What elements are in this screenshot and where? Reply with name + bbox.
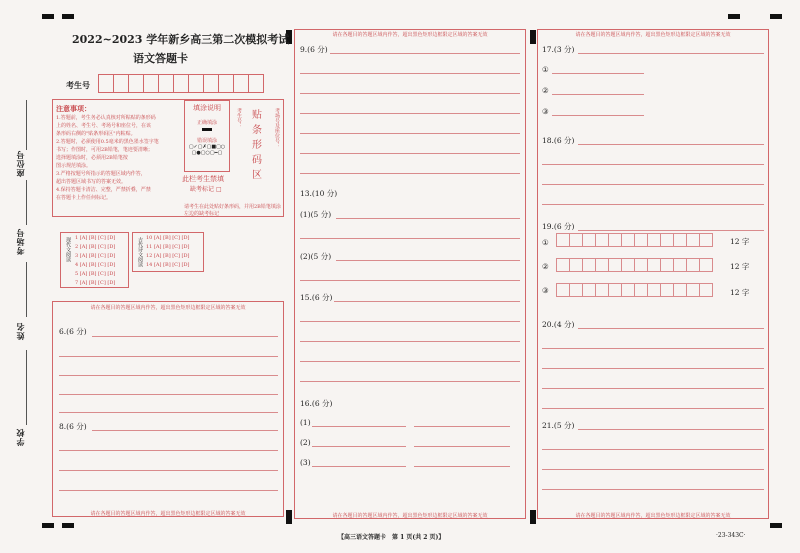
answer-line[interactable]	[336, 218, 520, 219]
note-line: 3.严格按题号所指示的答题区域内作答，	[56, 171, 146, 177]
exam-no-label: 考生号	[66, 80, 90, 90]
answer-line[interactable]	[300, 133, 520, 134]
absent-mark-box[interactable]: □	[215, 186, 222, 193]
barcode-right-note: 考场号及座位号：	[274, 108, 280, 148]
seat-no-label: 座位号	[15, 150, 25, 177]
q21-label: 21.(5 分)	[542, 421, 575, 430]
note-line: 上的姓名、考生号、考场号和座位号，在该	[56, 123, 152, 129]
q8-label: 8.(6 分)	[59, 422, 87, 431]
answer-line[interactable]	[300, 341, 520, 342]
exam-title: 2022~2023 学年新乡高三第二次模拟考试	[72, 33, 290, 46]
absent-mark-label: 缺考标记	[190, 186, 215, 193]
barcode-area	[234, 100, 282, 200]
barcode-footer: 请考生在此处贴好条形码，并用2B铅笔填涂左边的缺考标记	[184, 204, 281, 217]
school-line	[26, 350, 27, 425]
answer-line[interactable]	[300, 280, 520, 281]
note-line: 书写；作图时，可用2B铅笔，笔迹要清晰；	[56, 147, 153, 153]
answer-line[interactable]	[542, 164, 764, 165]
registration-mark	[530, 30, 536, 44]
notice-bottom: 请在各题目的答题区域内作答，超出黑色矩形边框限定区域的答案无效	[90, 511, 246, 517]
room-no-line	[26, 180, 27, 225]
answer-row[interactable]: 4 [A] [B] [C] [D]	[75, 262, 116, 268]
answer-row[interactable]: 11 [A] [B] [C] [D]	[146, 244, 190, 250]
note-line: 超出答题区域书写的答案无效。	[56, 179, 127, 185]
q13-label: 13.(10 分)	[300, 189, 338, 198]
answer-line[interactable]	[542, 368, 764, 369]
answer-line[interactable]	[300, 321, 520, 322]
registration-mark	[286, 510, 292, 524]
note-line: 4.保持答题卡清洁、完整，严禁折叠，严禁	[56, 187, 151, 193]
answer-line[interactable]	[312, 466, 406, 467]
q16-sub-2: (2)	[300, 438, 311, 447]
objective-left-label: 现代文阅读	[65, 237, 71, 262]
answer-line[interactable]	[334, 301, 520, 302]
registration-mark	[42, 14, 54, 19]
answer-line[interactable]	[542, 348, 764, 349]
answer-row[interactable]: 5 [A] [B] [C] [D]	[75, 271, 116, 277]
registration-mark	[770, 14, 782, 19]
answer-line[interactable]	[312, 426, 406, 427]
notice-top: 请在各题目的答题区域内作答，超出黑色矩形边框限定区域的答案无效	[332, 32, 488, 38]
objective-right-label: 古代诗文阅读	[137, 237, 143, 267]
registration-mark	[62, 523, 74, 528]
note-line: 条形码右侧的"贴条形码区"内粘贴。	[56, 131, 136, 137]
objective-block-left	[60, 232, 129, 288]
answer-line[interactable]	[542, 489, 764, 490]
answer-line[interactable]	[59, 470, 278, 471]
q17-sub-2: ②	[542, 86, 549, 95]
answer-line[interactable]	[300, 113, 520, 114]
answer-line[interactable]	[414, 446, 510, 447]
q19-suffix: 12 字	[730, 288, 750, 297]
fill-guide-box	[184, 100, 230, 172]
answer-line[interactable]	[542, 408, 764, 409]
answer-line[interactable]	[542, 184, 764, 185]
answer-line[interactable]	[414, 426, 510, 427]
answer-line[interactable]	[300, 73, 520, 74]
wrong-fill-label: 错误填涂	[196, 138, 217, 144]
note-line: 图示规范填涂。	[56, 163, 92, 169]
answer-line[interactable]	[578, 230, 764, 231]
answer-line[interactable]	[330, 53, 520, 54]
q19-sub-2: ②	[542, 262, 549, 271]
answer-line[interactable]	[542, 204, 764, 205]
answer-line[interactable]	[578, 53, 764, 54]
q18-label: 18.(6 分)	[542, 136, 575, 145]
answer-box-col3	[537, 29, 769, 519]
registration-mark	[728, 14, 740, 19]
wrong-fill-samples-2: ▢●▢○▢━▢	[191, 150, 223, 156]
char-grid[interactable]	[556, 283, 712, 297]
barcode-title: 贴条形码区	[252, 110, 262, 181]
answer-line[interactable]	[542, 469, 764, 470]
registration-mark	[770, 523, 782, 528]
char-grid[interactable]	[556, 233, 712, 247]
room-no-label: 考场号	[15, 228, 25, 255]
card-title: 语文答题卡	[133, 52, 188, 65]
notice-bottom: 请在各题目的答题区域内作答，超出黑色矩形边框限定区域的答案无效	[575, 513, 731, 519]
answer-line[interactable]	[542, 388, 764, 389]
answer-line[interactable]	[336, 260, 520, 261]
answer-row[interactable]: 14 [A] [B] [C] [D]	[146, 262, 190, 268]
notes	[56, 104, 178, 202]
answer-line[interactable]	[59, 490, 278, 491]
q16-sub-1: (1)	[300, 418, 311, 427]
answer-row[interactable]: 10 [A] [B] [C] [D]	[146, 235, 190, 241]
name-line	[26, 262, 27, 317]
answer-line[interactable]	[542, 449, 764, 450]
answer-line[interactable]	[414, 466, 510, 467]
q9-label: 9.(6 分)	[300, 45, 328, 54]
answer-line[interactable]	[300, 153, 520, 154]
q13-1-label: (1)(5 分)	[300, 210, 332, 219]
answer-row[interactable]: 3 [A] [B] [C] [D]	[75, 253, 116, 259]
answer-row[interactable]: 1 [A] [B] [C] [D]	[75, 235, 116, 241]
q19-sub-3: ③	[542, 286, 549, 295]
answer-line[interactable]	[578, 144, 764, 145]
answer-line[interactable]	[300, 173, 520, 174]
notice-bottom: 请在各题目的答题区域内作答，超出黑色矩形边框限定区域的答案无效	[332, 513, 488, 519]
school-label: 学校	[15, 428, 25, 446]
q19-sub-1: ①	[542, 238, 549, 247]
q15-label: 15.(6 分)	[300, 293, 333, 302]
note-line: 选择题填涂时，必须用2B铅笔按	[56, 155, 128, 161]
notice-top: 请在各题目的答题区域内作答，超出黑色矩形边框限定区域的答案无效	[575, 32, 731, 38]
fill-guide-title: 填涂说明	[193, 104, 221, 112]
q13-2-label: (2)(5 分)	[300, 252, 332, 261]
banned-label: 此栏考生禁填	[182, 175, 224, 183]
answer-line[interactable]	[578, 328, 764, 329]
q19-suffix: 12 字	[730, 237, 750, 246]
seat-no-line	[26, 100, 27, 150]
q19-label: 19.(6 分)	[542, 222, 575, 231]
name-label: 姓名	[15, 322, 25, 340]
answer-row[interactable]: 2 [A] [B] [C] [D]	[75, 244, 116, 250]
answer-row[interactable]: 7 [A] [B] [C] [D]	[75, 280, 116, 286]
answer-line[interactable]	[92, 430, 278, 431]
registration-mark	[530, 510, 536, 524]
exam-no-boxes[interactable]	[98, 74, 263, 93]
answer-row[interactable]: 12 [A] [B] [C] [D]	[146, 253, 190, 259]
answer-line[interactable]	[552, 94, 644, 95]
notes-title: 注意事项：	[56, 104, 91, 113]
answer-line[interactable]	[300, 238, 520, 239]
answer-line[interactable]	[312, 446, 406, 447]
q17-sub-1: ①	[542, 65, 549, 74]
q6-label: 6.(6 分)	[59, 327, 87, 336]
answer-line[interactable]	[300, 381, 520, 382]
answer-line[interactable]	[59, 375, 278, 376]
answer-line[interactable]	[92, 336, 278, 337]
answer-line[interactable]	[552, 73, 644, 74]
q16-sub-3: (3)	[300, 458, 311, 467]
q16-label: 16.(6 分)	[300, 399, 333, 408]
note-line: 2.答题时，必须使用0.5毫米的黑色墨水签字笔	[56, 139, 159, 145]
note-line: 1.答题前，考生务必认真核对所粘贴的条形码	[56, 115, 156, 121]
answer-line[interactable]	[59, 394, 278, 395]
q19-suffix: 12 字	[730, 262, 750, 271]
answer-line[interactable]	[59, 356, 278, 357]
objective-block-right	[132, 232, 204, 272]
notice-top: 请在各题目的答题区域内作答，超出黑色矩形边框限定区域的答案无效	[90, 305, 246, 311]
q17-label: 17.(3 分)	[542, 45, 575, 54]
q17-sub-3: ③	[542, 107, 549, 116]
answer-line[interactable]	[59, 412, 278, 413]
barcode-left-note: 考生号：	[236, 108, 242, 128]
page-footer: 【高三语文答题卡 第 1 页(共 2 页)】	[338, 534, 445, 541]
answer-line[interactable]	[552, 115, 644, 116]
answer-line[interactable]	[578, 429, 764, 430]
wrong-fill-samples: ▢✓▢✗▢■▢○	[188, 144, 226, 150]
answer-line[interactable]	[59, 450, 278, 451]
correct-fill-label: 正确填涂	[196, 120, 217, 126]
char-grid[interactable]	[556, 258, 712, 272]
registration-mark	[62, 14, 74, 19]
q20-label: 20.(4 分)	[542, 320, 575, 329]
correct-fill-sample	[202, 128, 212, 131]
answer-line[interactable]	[300, 93, 520, 94]
note-line: 在答题卡上作任何标记。	[56, 195, 112, 201]
answer-line[interactable]	[300, 361, 520, 362]
registration-mark	[42, 523, 54, 528]
absent-mark[interactable]	[190, 184, 222, 193]
card-code: ·23-343C·	[716, 532, 746, 539]
